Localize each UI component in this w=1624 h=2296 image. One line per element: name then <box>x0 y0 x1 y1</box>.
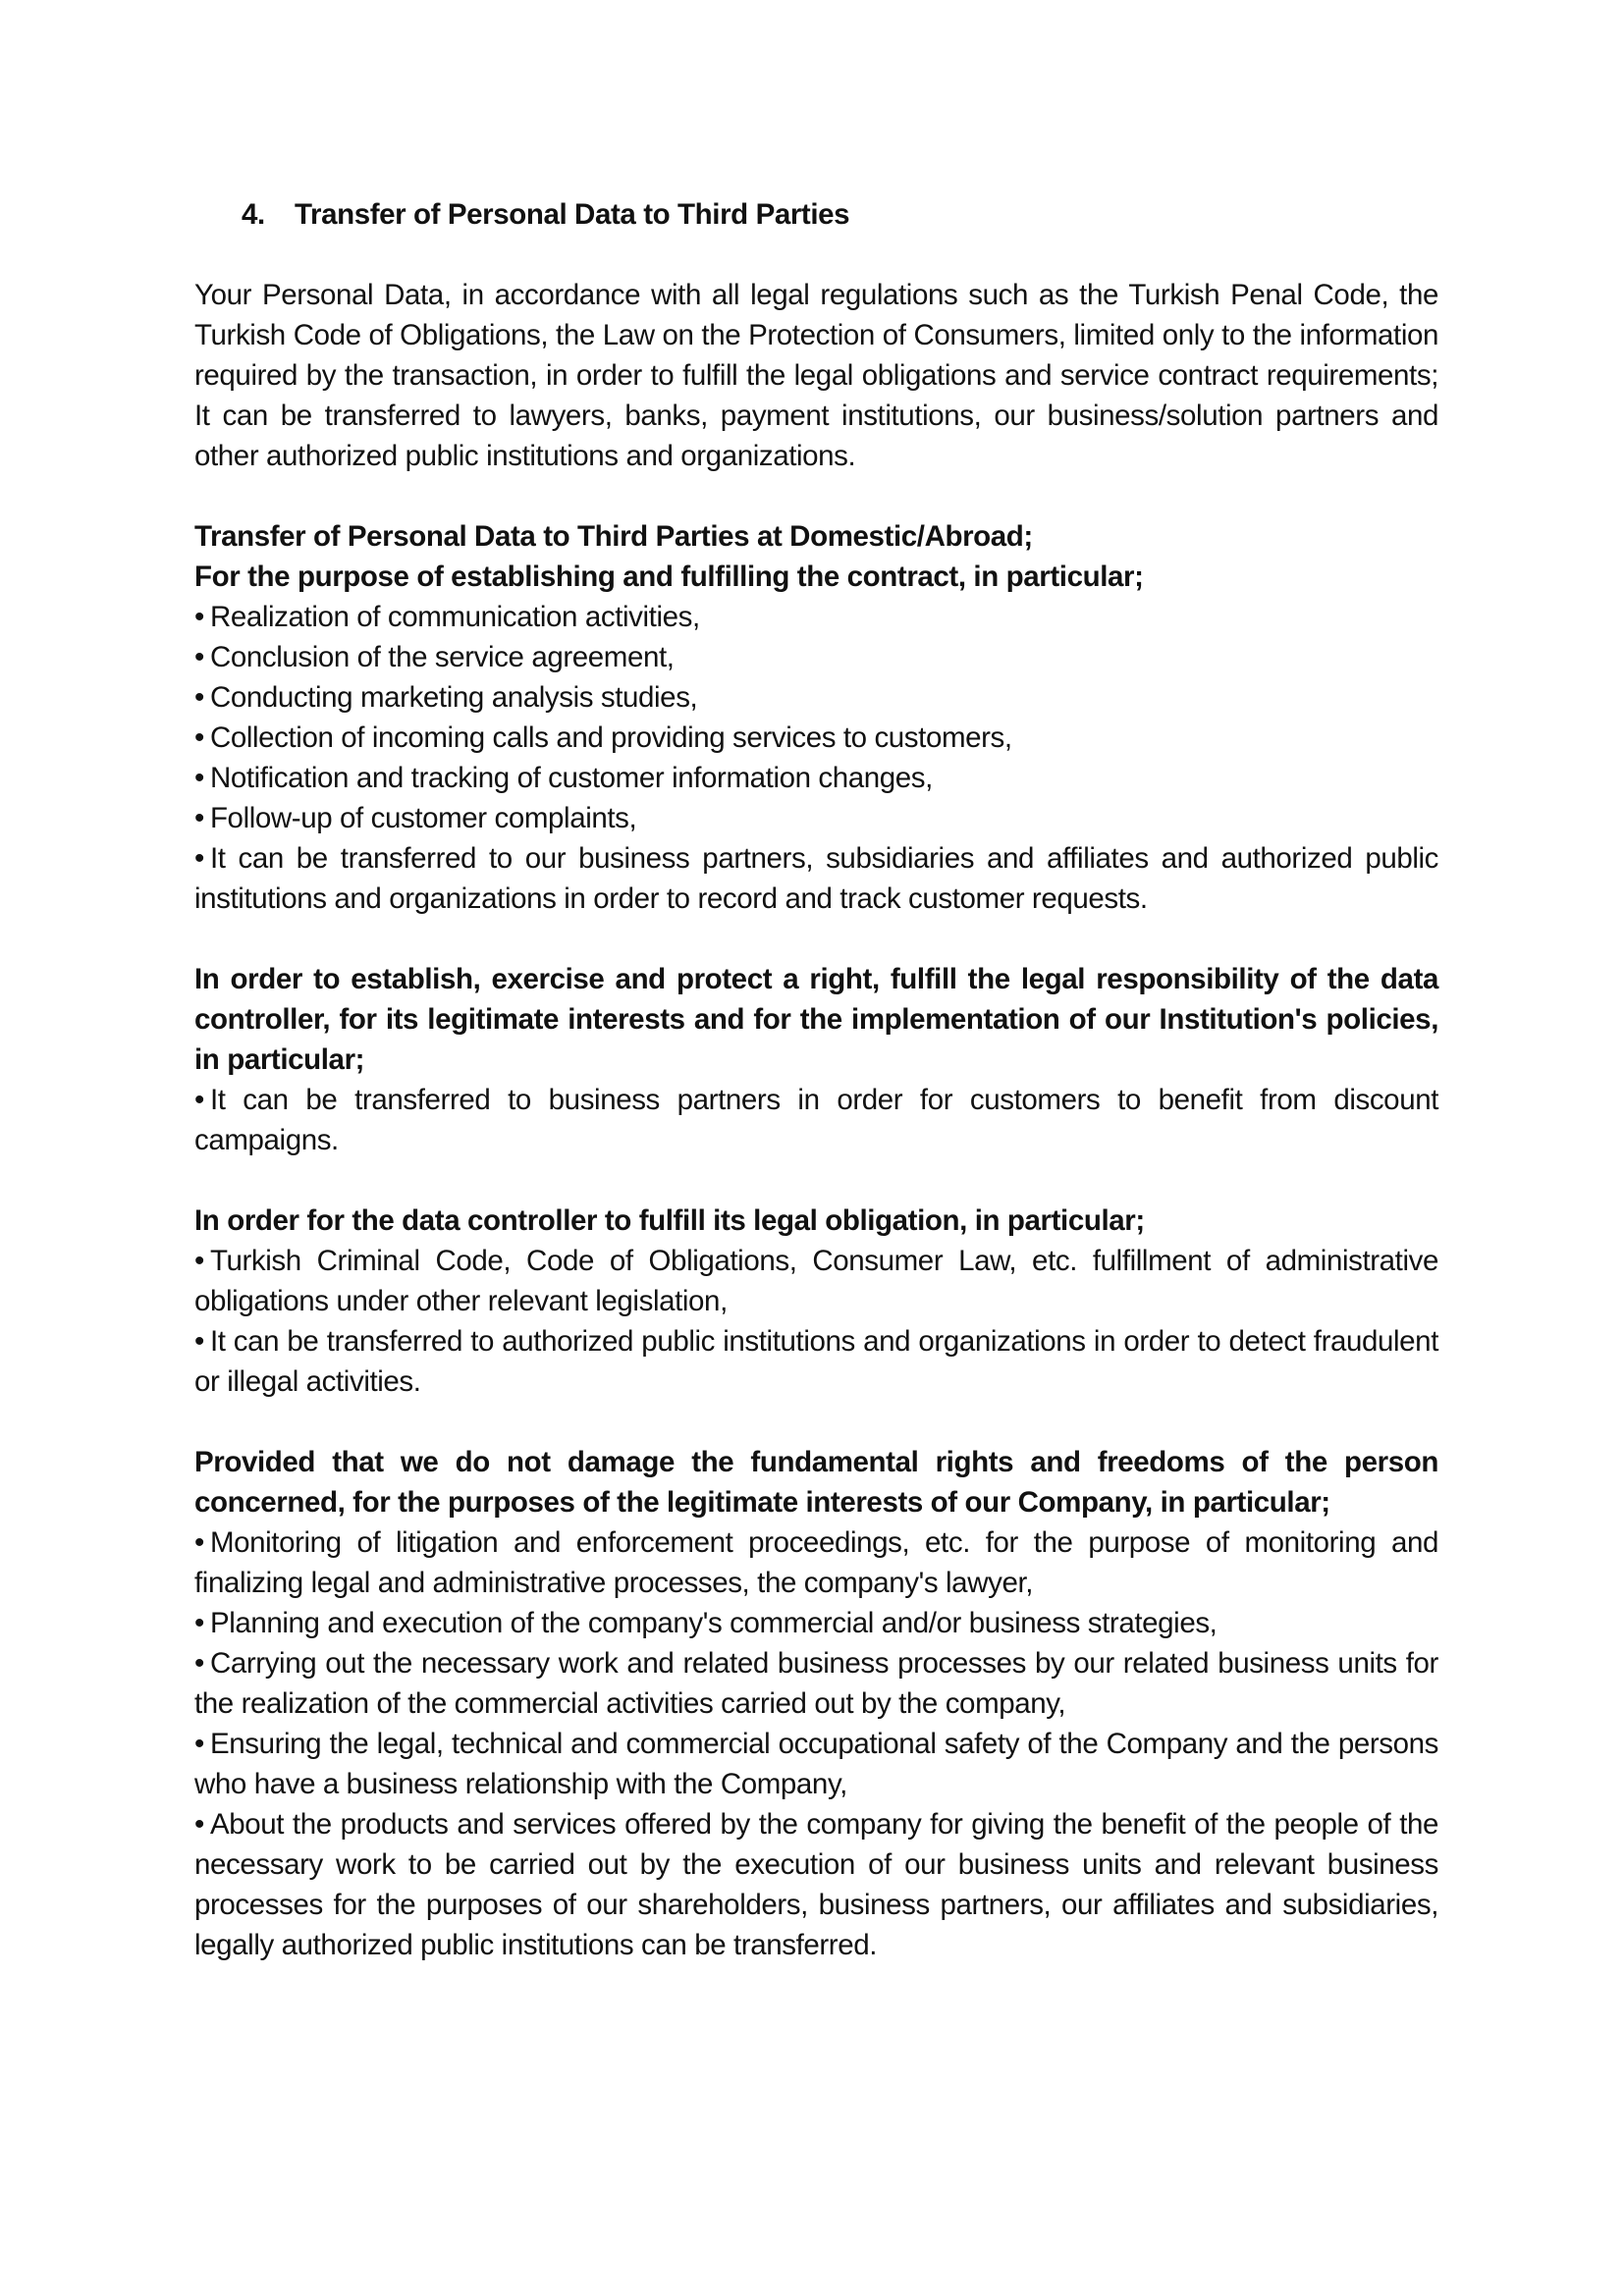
bullet-icon: • <box>194 1245 204 1277</box>
list-item: • Follow-up of customer complaints, <box>194 802 637 834</box>
block-heading: In order to establish, exercise and protect a right, fulfill the legal responsibility of the data controller, for its legitimate interests and for the implementation of our Institution's policies, in particular; <box>194 963 1438 1076</box>
list-item: • Ensuring the legal, technical and commercial occupational safety of the Company and the persons who have a business relationship with the Company, <box>194 1728 1438 1800</box>
bullet-icon: • <box>194 681 204 714</box>
transfer-block-right-protection <box>194 959 1438 1160</box>
list-item: • Conclusion of the service agreement, <box>194 641 675 673</box>
transfer-block-contract <box>194 516 1438 919</box>
list-item: • Collection of incoming calls and providing services to customers, <box>194 721 1012 754</box>
document-page <box>194 194 1438 2005</box>
section-heading <box>194 194 1438 235</box>
bullet-icon: • <box>194 1607 204 1639</box>
block-heading: In order for the data controller to fulfill its legal obligation, in particular; <box>194 1204 1145 1237</box>
list-item: • Monitoring of litigation and enforcement proceedings, etc. for the purpose of monitoring and finalizing legal and administrative processes, the company's lawyer, <box>194 1526 1438 1599</box>
list-item: • Realization of communication activities, <box>194 601 700 633</box>
bullet-icon: • <box>194 1808 204 1841</box>
bullet-icon: • <box>194 1526 204 1559</box>
list-item: • Conducting marketing analysis studies, <box>194 681 698 714</box>
bullet-icon: • <box>194 1325 204 1358</box>
transfer-block-legal-obligation <box>194 1201 1438 1402</box>
section-title: Transfer of Personal Data to Third Parties <box>295 198 850 231</box>
list-item: • Planning and execution of the company's commercial and/or business strategies, <box>194 1607 1218 1639</box>
list-item: • It can be transferred to our business partners, subsidiaries and affiliates and authorized public institutions and organizations in order to record and track customer requests. <box>194 842 1438 915</box>
block-heading: For the purpose of establishing and fulfilling the contract, in particular; <box>194 561 1144 593</box>
transfer-block-legitimate-interests <box>194 1442 1438 1965</box>
bullet-icon: • <box>194 1728 204 1760</box>
bullet-icon: • <box>194 802 204 834</box>
bullet-icon: • <box>194 721 204 754</box>
block-heading: Transfer of Personal Data to Third Parties at Domestic/Abroad; <box>194 520 1033 553</box>
list-item: • It can be transferred to business partners in order for customers to benefit from discount campaigns. <box>194 1084 1438 1156</box>
list-item: • Turkish Criminal Code, Code of Obligations, Consumer Law, etc. fulfillment of administrative obligations under other relevant legislation, <box>194 1245 1438 1317</box>
bullet-icon: • <box>194 1084 204 1116</box>
list-item: • Notification and tracking of customer information changes, <box>194 762 933 794</box>
bullet-icon: • <box>194 1647 204 1680</box>
block-heading: Provided that we do not damage the fundamental rights and freedoms of the person concerned, for the purposes of the legitimate interests of our Company, in particular; <box>194 1446 1438 1519</box>
bullet-icon: • <box>194 762 204 794</box>
bullet-icon: • <box>194 842 204 875</box>
section-number: 4. <box>242 198 265 231</box>
bullet-icon: • <box>194 641 204 673</box>
bullet-icon: • <box>194 601 204 633</box>
list-item: • Carrying out the necessary work and related business processes by our related business units for the realization of the commercial activities carried out by the company, <box>194 1647 1438 1720</box>
list-item: • About the products and services offered by the company for giving the benefit of the people of the necessary work to be carried out by the execution of our business units and relevant business processes for the purposes of our shareholders, business partners, our affiliates and subsidiaries, legally authorized public institutions can be transferred. <box>194 1808 1438 1961</box>
list-item: • It can be transferred to authorized public institutions and organizations in order to detect fraudulent or illegal activities. <box>194 1325 1438 1398</box>
intro-paragraph: Your Personal Data, in accordance with all legal regulations such as the Turkish Penal Code, the Turkish Code of Obligations, the Law on the Protection of Consumers, limited only to the information required by the transaction, in order to fulfill the legal obligations and service contract requirements; It can be transferred to lawyers, banks, payment institutions, our business/solution partners and other authorized public institutions and organizations. <box>194 279 1438 472</box>
